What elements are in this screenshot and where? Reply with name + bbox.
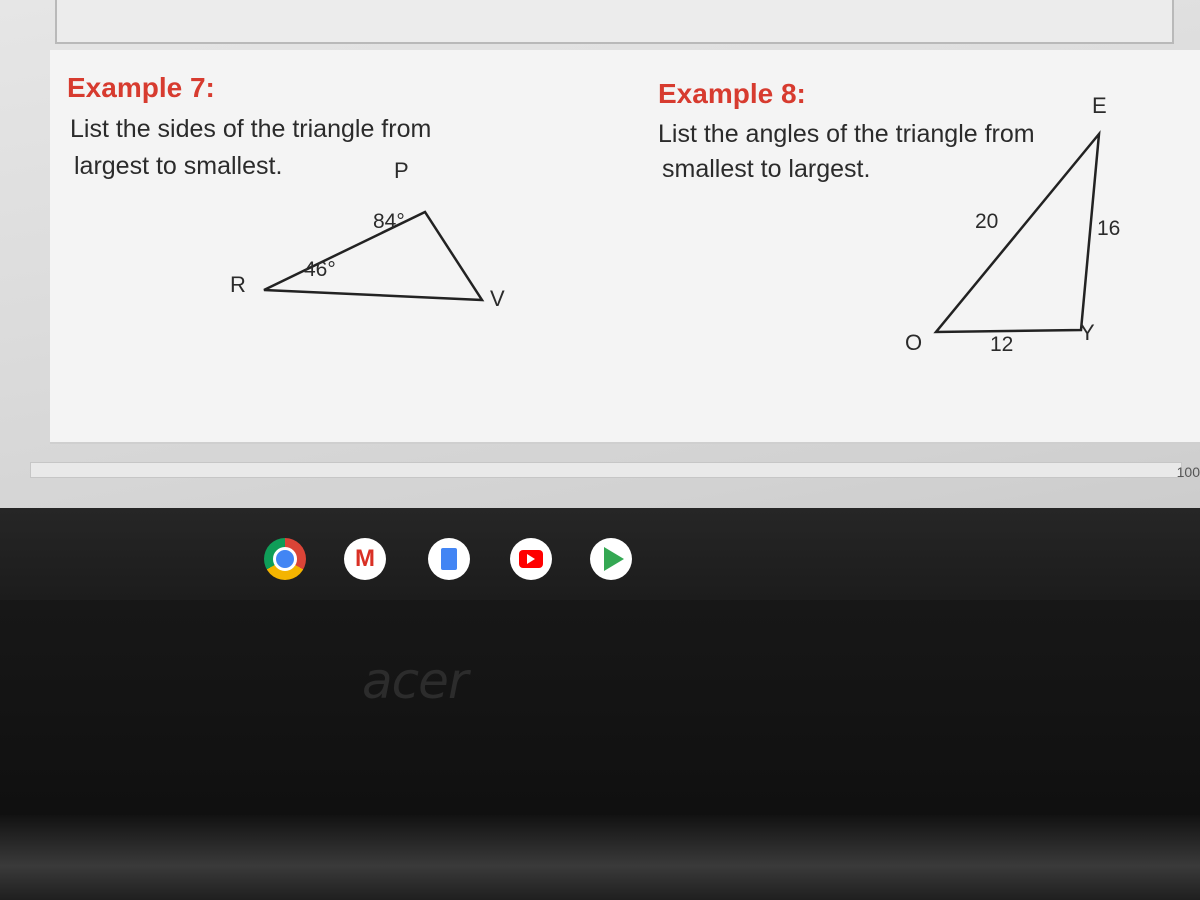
example8-instruction-line1: List the angles of the triangle from xyxy=(658,120,1035,148)
play-store-icon[interactable] xyxy=(590,538,632,580)
docs-icon[interactable] xyxy=(428,538,470,580)
example7-title: Example 7: xyxy=(67,72,215,103)
gmail-icon[interactable]: M xyxy=(344,538,386,580)
vertex-e-label: E xyxy=(1092,93,1107,118)
example7-instruction-line2: largest to smallest. xyxy=(74,152,283,180)
triangle-eoy xyxy=(50,50,1200,442)
laptop-bottom-edge xyxy=(0,815,1200,900)
zoom-level: 100 xyxy=(1176,464,1200,480)
side-oy-label: 12 xyxy=(990,333,1014,356)
example8-instruction-line2: smallest to largest. xyxy=(662,155,871,183)
vertex-p-label: P xyxy=(394,158,409,183)
angle-r-label: 46° xyxy=(304,258,336,281)
text-box-top[interactable] xyxy=(55,0,1174,44)
example8-title: Example 8: xyxy=(658,78,806,109)
vertex-o-label: O xyxy=(905,330,923,355)
slide-canvas xyxy=(50,50,1200,444)
vertex-r-label: R xyxy=(230,272,246,297)
side-ey-label: 16 xyxy=(1097,217,1121,240)
chrome-icon[interactable] xyxy=(264,538,306,580)
horizontal-scrollbar[interactable] xyxy=(30,462,1182,478)
acer-logo: acer xyxy=(362,652,468,710)
vertex-y-label: Y xyxy=(1080,320,1095,345)
chromeos-shelf xyxy=(0,508,1200,600)
youtube-icon[interactable] xyxy=(510,538,552,580)
example7-instruction-line1: List the sides of the triangle from xyxy=(70,115,432,143)
vertex-v-label: V xyxy=(490,286,505,311)
side-oe-label: 20 xyxy=(975,210,999,233)
angle-p-label: 84° xyxy=(373,210,405,233)
